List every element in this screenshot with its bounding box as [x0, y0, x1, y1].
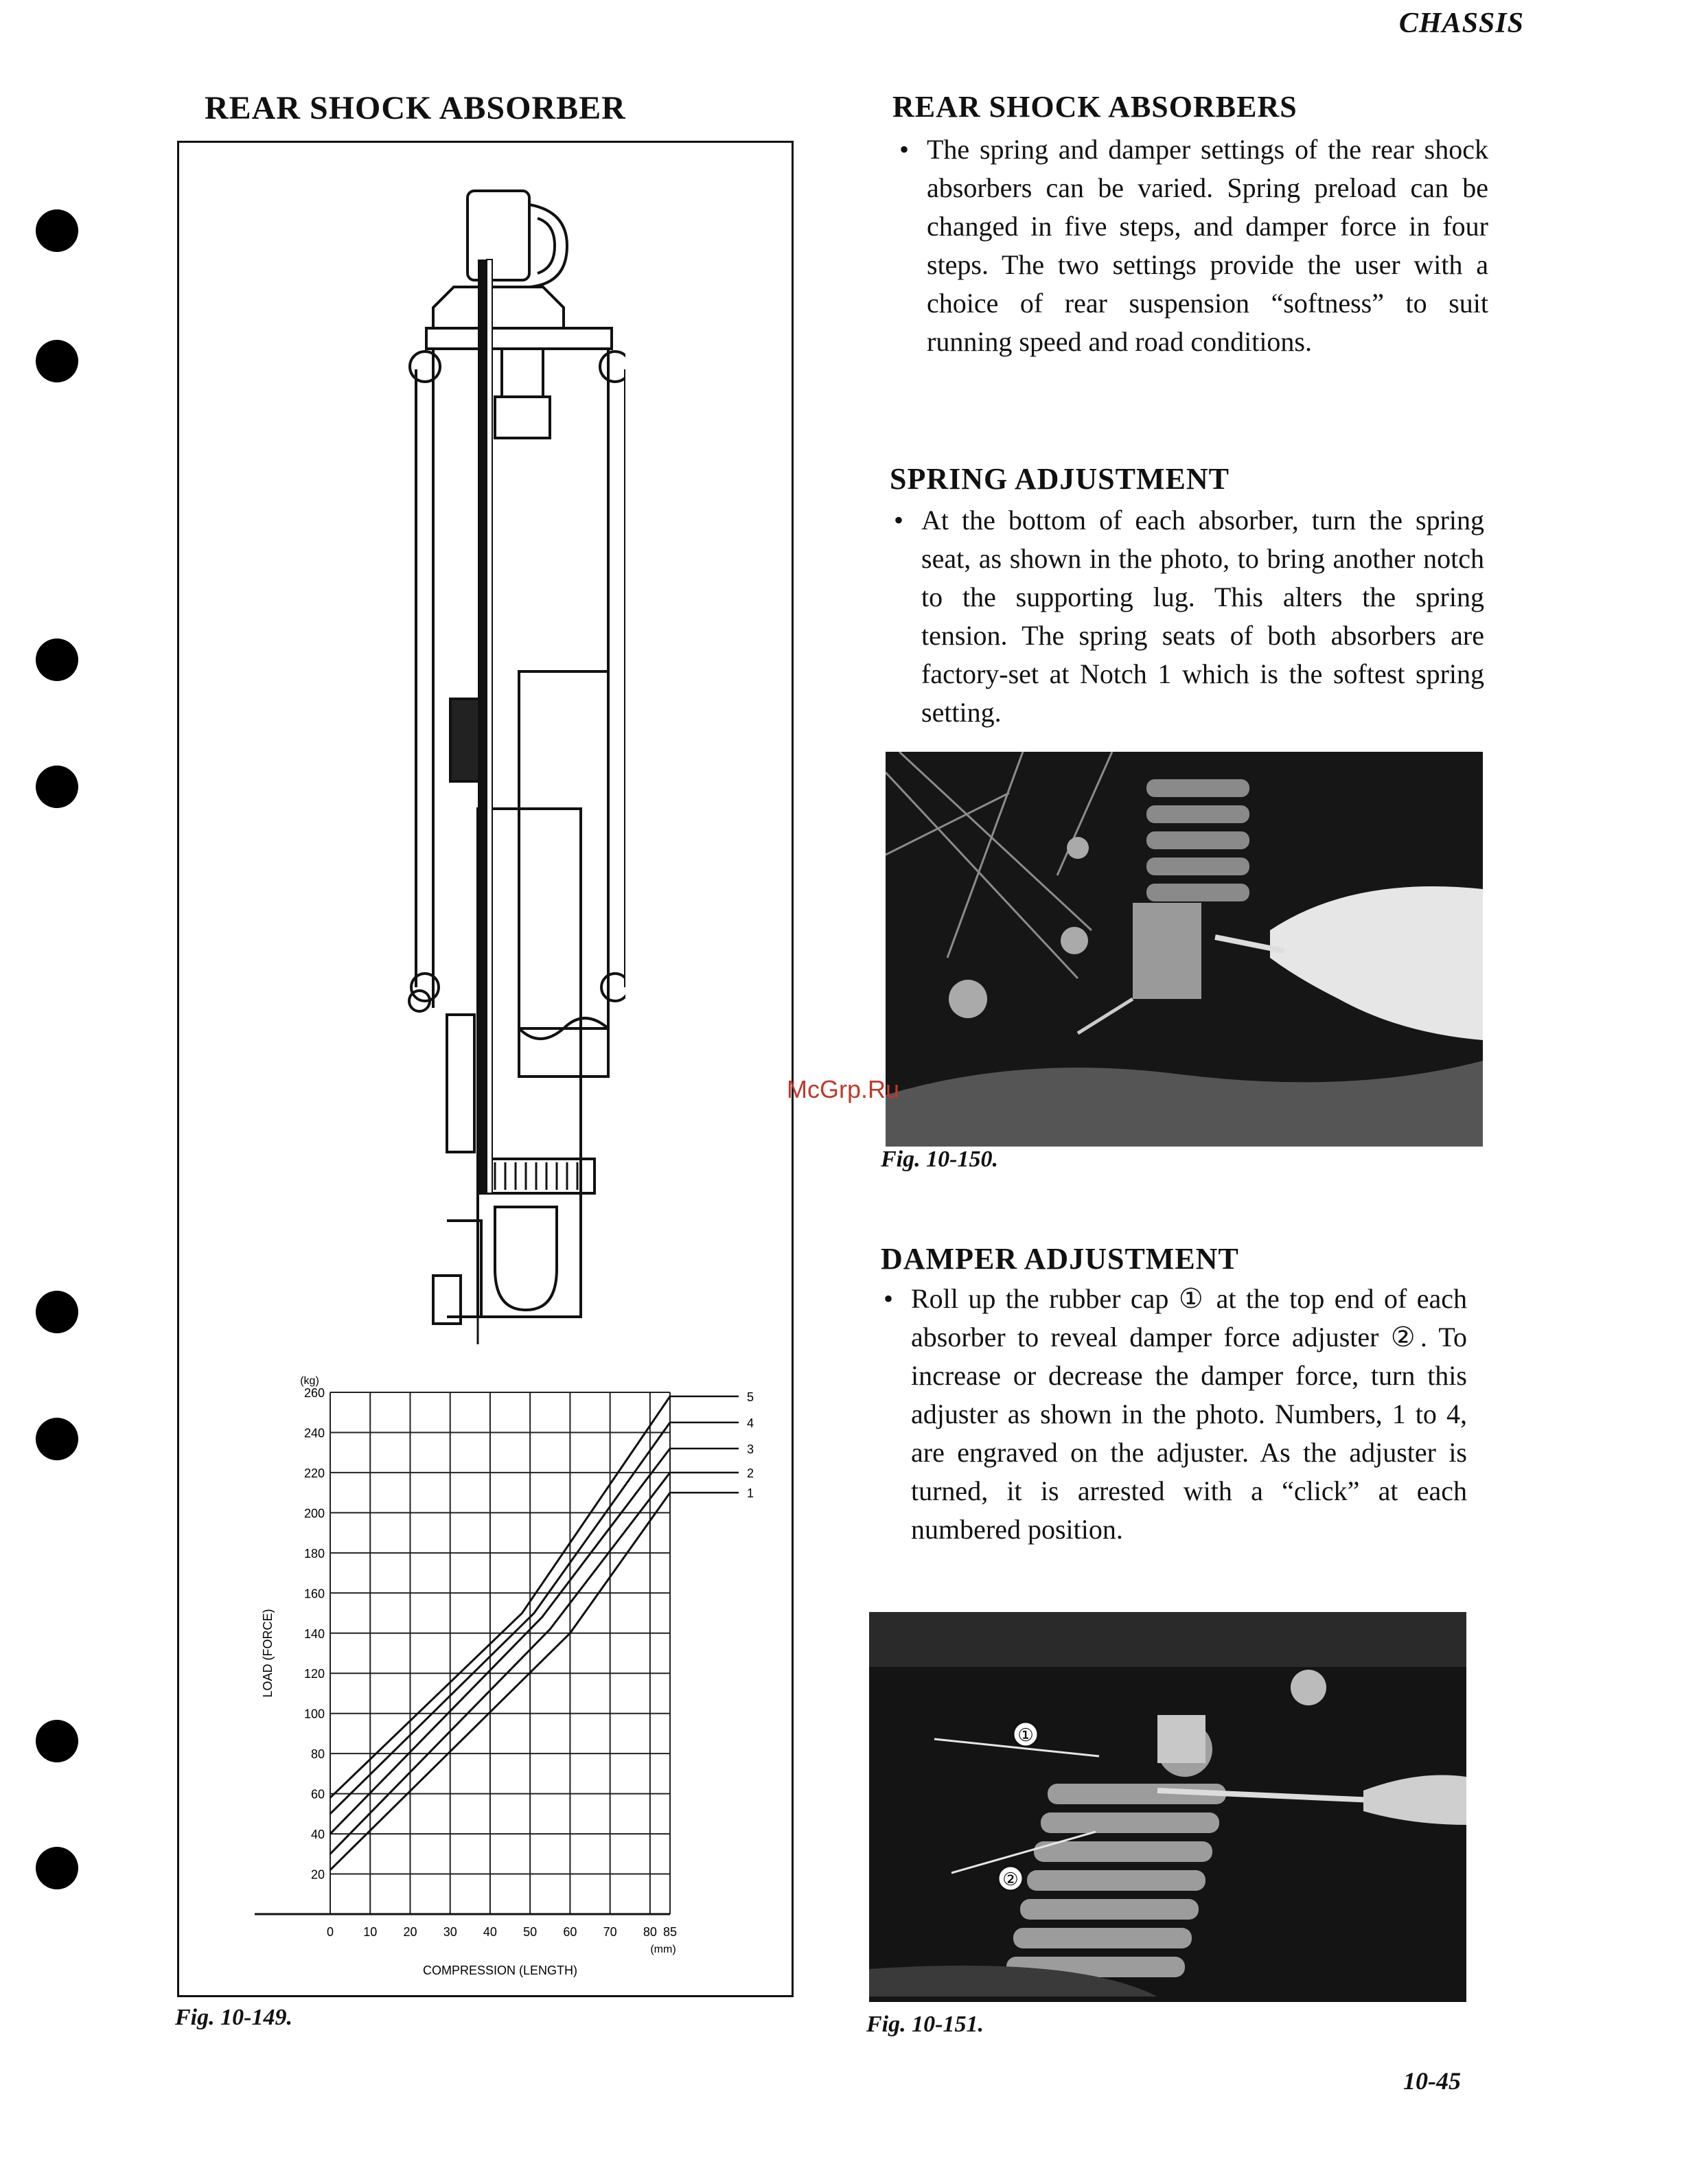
y-unit-label: (kg) [300, 1375, 319, 1387]
figure-frame [177, 141, 794, 1997]
shock-absorber-illustration [337, 177, 625, 1344]
y-tick-label: 80 [310, 1747, 325, 1762]
y-tick-label: 220 [303, 1466, 325, 1480]
x-tick-label: 20 [403, 1925, 417, 1939]
y-tick-label: 20 [310, 1867, 325, 1882]
photo-illustration [886, 752, 1483, 1147]
paragraph-text: At the bottom of each absorber, turn the spring seat, as shown in the photo, to bring another notch to the supporting lug. This alters the spring tension. The spring seats of both absorbers are factory-set at Notch 1 which is the softest spring setting. [921, 505, 1484, 728]
y-tick-label: 140 [303, 1626, 325, 1641]
bullet-icon: • [899, 134, 910, 165]
bullet-icon: • [884, 1283, 894, 1314]
section-title-rear-shock-absorbers: REAR SHOCK ABSORBERS [892, 90, 1297, 124]
figure-149-caption: Fig. 10-149. [175, 2005, 292, 2030]
y-axis-label: LOAD (FORCE) [261, 1609, 275, 1698]
x-tick-label: 10 [363, 1925, 378, 1939]
y-tick-label: 100 [303, 1707, 325, 1721]
series-line-4 [330, 1423, 670, 1814]
x-tick-label: 50 [523, 1925, 538, 1939]
binder-hole [36, 209, 78, 252]
y-tick-label: 240 [303, 1426, 325, 1440]
y-tick-label: 180 [303, 1546, 325, 1561]
section-title-damper-adjustment: DAMPER ADJUSTMENT [881, 1242, 1239, 1276]
y-tick-label: 120 [303, 1667, 325, 1681]
x-tick-label: 70 [603, 1925, 617, 1939]
paragraph-text: The spring and damper settings of the rear shock absorbers can be varied. Spring preload can be changed in five steps, and damper force in four steps. The two settings provide the user with a choice of rear suspension “softness” to suit running speed and road conditions. [927, 134, 1488, 357]
binder-hole [36, 638, 78, 681]
binder-hole [36, 1720, 78, 1762]
series-label-1: 1 [747, 1486, 754, 1501]
binder-hole [36, 1291, 78, 1333]
x-tick-label: 40 [483, 1925, 497, 1939]
series-line-5 [330, 1396, 670, 1798]
x-tick-label: 0 [326, 1925, 334, 1939]
binder-hole [36, 340, 78, 382]
spring-adjustment-photo [886, 752, 1483, 1147]
y-tick-label: 60 [310, 1787, 325, 1802]
series-label-3: 3 [747, 1442, 754, 1456]
paragraph-spring-adjustment [894, 501, 1484, 732]
y-tick-label: 200 [303, 1506, 325, 1521]
paragraph-rear-shock-absorbers [899, 130, 1488, 361]
binder-hole [36, 766, 78, 808]
y-tick-label: 160 [303, 1587, 325, 1601]
figure-151-caption: Fig. 10-151. [866, 2012, 984, 2037]
x-tick-label: 85 [662, 1925, 678, 1939]
y-tick-label: 40 [310, 1828, 325, 1842]
figure-150-caption: Fig. 10-150. [881, 1147, 998, 1172]
x-tick-label: 30 [443, 1925, 457, 1939]
series-line-3 [330, 1449, 670, 1834]
page-number: 10-45 [1403, 2067, 1461, 2095]
x-tick-label: 60 [563, 1925, 577, 1939]
bullet-icon: • [894, 505, 904, 536]
x-axis-label: COMPRESSION (LENGTH) [422, 1964, 578, 1977]
series-label-4: 4 [747, 1416, 754, 1430]
callout-2: ② [1002, 1869, 1019, 1889]
binder-hole [36, 1847, 78, 1889]
series-label-5: 5 [747, 1390, 754, 1404]
load-compression-chart [207, 1351, 770, 1983]
watermark: McGrp.Ru [787, 1075, 900, 1103]
paragraph-text: Roll up the rubber cap ① at the top end of each absorber to reveal damper force adjuster ②. To increase or decrease the damper force, turn this adjuster as shown in the photo. Numbers, 1 to 4, are engraved on the adjuster. As the adjuster is turned, it is arrested with a “click” at each numbered position. [911, 1283, 1467, 1545]
callout-1: ① [1017, 1725, 1034, 1745]
left-title: REAR SHOCK ABSORBER [205, 90, 626, 126]
x-unit-label: (mm) [650, 1944, 676, 1955]
photo-illustration [869, 1612, 1466, 2002]
series-line-2 [330, 1473, 670, 1854]
section-header: CHASSIS [1398, 8, 1524, 39]
damper-adjustment-photo [869, 1612, 1466, 2002]
section-title-spring-adjustment: SPRING ADJUSTMENT [890, 462, 1230, 496]
binder-hole [36, 1418, 78, 1460]
paragraph-damper-adjustment [884, 1280, 1467, 1549]
y-tick-label: 260 [303, 1386, 325, 1400]
x-tick-label: 80 [643, 1925, 657, 1939]
series-label-2: 2 [747, 1466, 754, 1480]
